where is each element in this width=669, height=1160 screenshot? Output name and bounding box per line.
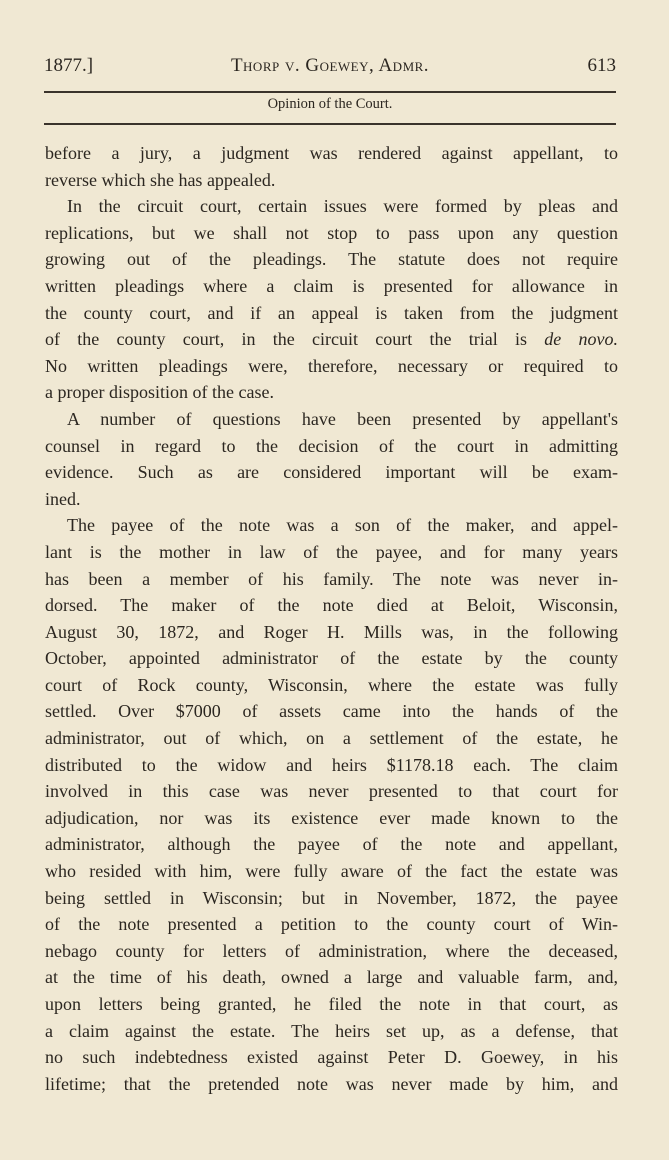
- text-line-content: a claim against the estate. The heirs set up, as a defense, that: [45, 1020, 618, 1041]
- text-line-content: distributed to the widow and heirs $1178.18 each. The claim: [45, 754, 618, 775]
- text-line: [45, 645, 618, 672]
- header-rule-top: [44, 91, 616, 93]
- text-line: [45, 167, 618, 194]
- header-case-title: Thorp v. Goewey, Admr.: [230, 55, 430, 76]
- text-line-content: at the time of his death, owned a large and valuable farm, and,: [45, 967, 618, 988]
- text-line-content: a proper disposition of the case.: [45, 382, 274, 403]
- text-line: [45, 778, 618, 805]
- text-line: [45, 725, 618, 752]
- text-line-content: lifetime; that the pretended note was never made by him, and: [45, 1073, 618, 1094]
- text-line-content: administrator, although the payee of the note and appellant,: [45, 834, 618, 855]
- text-line: [45, 273, 618, 300]
- text-line-content: counsel in regard to the decision of the court in admitting: [45, 435, 618, 456]
- text-line: [45, 220, 618, 247]
- text-line-content: nebago county for letters of administration, where the deceased,: [45, 940, 618, 961]
- text-line-content: settled. Over $7000 of assets came into the hands of the: [45, 701, 618, 722]
- text-line-content: In the circuit court, certain issues were formed by pleas and: [67, 196, 618, 217]
- text-line-content: replications, but we shall not stop to pass upon any question: [45, 222, 618, 243]
- text-line: [45, 858, 618, 885]
- text-line: [45, 1044, 618, 1071]
- text-line-content: court of Rock county, Wisconsin, where the estate was fully: [45, 674, 618, 695]
- text-line: [45, 672, 618, 699]
- text-line-content: of the note presented a petition to the county court of Win-: [45, 914, 618, 935]
- text-line: [45, 752, 618, 779]
- text-line-content: being settled in Wisconsin; but in November, 1872, the payee: [45, 887, 618, 908]
- text-line-content: involved in this case was never presented to that court for: [45, 781, 618, 802]
- text-line-content: August 30, 1872, and Roger H. Mills was, in the following: [45, 621, 618, 642]
- text-line-content: administrator, out of which, on a settlement of the estate, he: [45, 728, 618, 749]
- text-line-content: adjudication, nor was its existence ever made known to the: [45, 807, 618, 828]
- text-line: [45, 938, 618, 965]
- text-line-content: No written pleadings were, therefore, necessary or required to: [45, 355, 618, 376]
- text-line: [45, 566, 618, 593]
- text-line: [45, 300, 618, 327]
- text-line: [45, 140, 618, 167]
- text-line: [45, 512, 618, 539]
- text-line: [45, 991, 618, 1018]
- text-line: [45, 246, 618, 273]
- section-subheader: Opinion of the Court.: [267, 96, 393, 112]
- text-line: [45, 964, 618, 991]
- text-line-content: the county court, and if an appeal is taken from the judgment: [45, 302, 618, 323]
- header-rule-bottom: [44, 123, 616, 125]
- text-line: [45, 885, 618, 912]
- text-line-content: ined.: [45, 488, 81, 509]
- text-line-content: evidence. Such as are considered important will be exam-: [45, 462, 618, 483]
- text-line: [45, 486, 618, 513]
- text-line-content: growing out of the pleadings. The statute does not require: [45, 249, 618, 270]
- text-line-content: The payee of the note was a son of the maker, and appel-: [67, 515, 618, 536]
- text-line-content: lant is the mother in law of the payee, and for many years: [45, 541, 618, 562]
- text-line: [45, 406, 618, 433]
- text-line: [45, 459, 618, 486]
- opinion-body-text: [45, 140, 618, 1097]
- text-line-content: who resided with him, were fully aware of the fact the estate was: [45, 861, 618, 882]
- text-line: [45, 326, 618, 353]
- header-year: 1877.]: [44, 55, 94, 76]
- text-line-content: upon letters being granted, he filed the note in that court, as: [45, 994, 618, 1014]
- text-line-content: October, appointed administrator of the estate by the county: [45, 648, 618, 669]
- text-line: [45, 539, 618, 566]
- text-line: [45, 379, 618, 406]
- text-line-content: written pleadings where a claim is presented for allowance in: [45, 275, 618, 296]
- text-line-content: A number of questions have been presented by appellant's: [67, 408, 618, 429]
- text-line: [45, 805, 618, 832]
- text-line-content: of the county court, in the circuit court the trial is: [45, 329, 527, 350]
- italic-phrase: de novo.: [544, 329, 618, 350]
- text-line-content: dorsed. The maker of the note died at Beloit, Wisconsin,: [45, 595, 618, 616]
- text-line-content: reverse which she has appealed.: [45, 169, 276, 190]
- text-line-content: before a jury, a judgment was rendered against appellant, to: [45, 143, 618, 163]
- text-line: [45, 1071, 618, 1098]
- text-line: [45, 193, 618, 220]
- text-line: [45, 592, 618, 619]
- text-line: [45, 353, 618, 380]
- text-line: [45, 911, 618, 938]
- text-line: [45, 1018, 618, 1045]
- running-header: [44, 55, 616, 83]
- text-line: [45, 433, 618, 460]
- text-line: [45, 831, 618, 858]
- page-number: 613: [587, 55, 616, 76]
- text-line: [45, 698, 618, 725]
- text-line-content: has been a member of his family. The note was never in-: [45, 568, 618, 589]
- text-line-content: no such indebtedness existed against Peter D. Goewey, in his: [45, 1047, 618, 1068]
- text-line: [45, 619, 618, 646]
